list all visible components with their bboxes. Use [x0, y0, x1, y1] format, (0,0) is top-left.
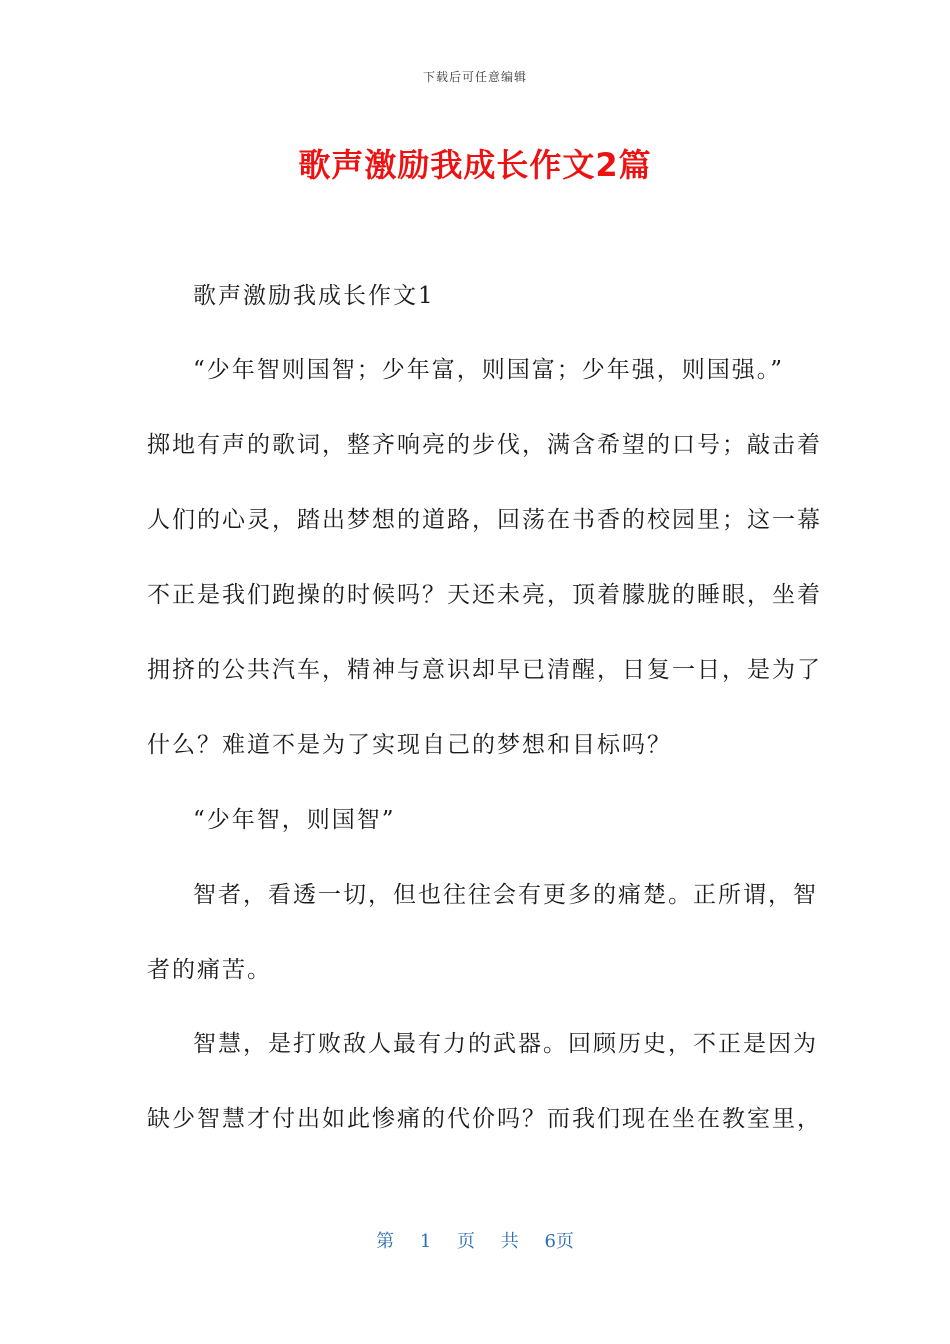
paragraph-line: 缺少智慧才付出如此惨痛的代价吗？而我们现在坐在教室里，: [147, 1106, 822, 1132]
paragraph-line: 什么？难道不是为了实现自己的梦想和目标吗？: [147, 732, 672, 758]
header-note: 下载后可任意编辑: [422, 70, 527, 84]
paragraph-line: 智慧，是打败敌人最有力的武器。回顾历史，不正是因为: [193, 1031, 818, 1057]
paragraph-line: 人们的心灵，踏出梦想的道路，回荡在书香的校园里；这一幕: [147, 507, 822, 533]
footer-total-prefix: 共: [500, 1231, 519, 1252]
footer-current-page: 1: [419, 1231, 432, 1252]
paragraph-line: 不正是我们跑操的时候吗？天还未亮，顶着朦胧的睡眼，坐着: [147, 582, 822, 608]
paragraph-line: 拥挤的公共汽车，精神与意识却早已清醒，日复一日，是为了: [147, 657, 822, 683]
paragraph-line: 掷地有声的歌词，整齐响亮的步伐，满含希望的口号；敲击着: [147, 432, 822, 458]
page-footer: [0, 1227, 950, 1253]
document-title: 歌声激励我成长作文2篇: [298, 146, 652, 184]
paragraph-line: 智者，看透一切，但也往往会有更多的痛楚。正所谓，智: [193, 882, 818, 908]
section-heading: 歌声激励我成长作文1: [193, 283, 435, 309]
footer-page-word: 页: [457, 1231, 475, 1252]
paragraph-line: “少年智则国智；少年富，则国富；少年强，则国强。”: [193, 357, 785, 383]
footer-total-pages: 6页: [544, 1231, 574, 1252]
paragraph-line: “少年智，则国智”: [193, 807, 396, 833]
footer-prefix: 第: [376, 1231, 395, 1252]
paragraph-line: 者的痛苦。: [147, 957, 272, 983]
